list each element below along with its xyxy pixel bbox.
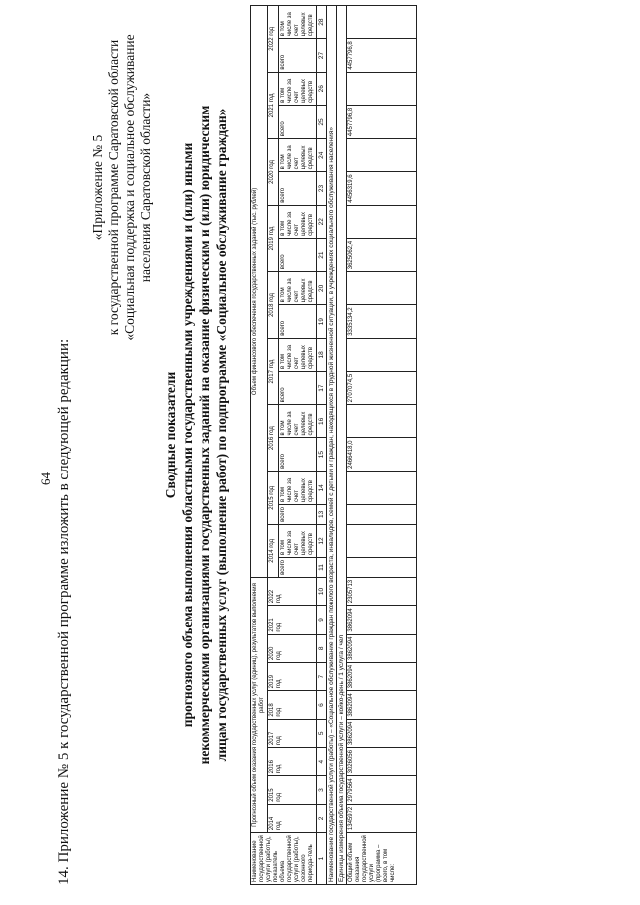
volume-cell: 3862094 [347, 606, 417, 634]
appendix-heading [90, 15, 154, 360]
column-number: 14 [317, 471, 327, 504]
finance-cell [347, 272, 417, 305]
column-number: 5 [317, 719, 327, 747]
page-number: 64 [38, 472, 53, 485]
column-number: 8 [317, 634, 327, 662]
subheader-target-funds: в том числе за счет целевых средств [279, 272, 317, 305]
finance-year-header: 2019 год [268, 205, 279, 272]
finance-cell: 4456319,6 [347, 172, 417, 205]
finance-cell [347, 338, 417, 371]
column-number: 2 [317, 804, 327, 832]
column-number: 1 [317, 833, 327, 885]
finance-cell [347, 205, 417, 238]
volume-cell: 3862094 [347, 634, 417, 662]
column-number: 15 [317, 438, 327, 471]
volume-cell: 2979564 [347, 776, 417, 804]
finance-year-header: 2017 год [268, 338, 279, 405]
finance-cell: 4457796,8 [347, 105, 417, 138]
column-number: 10 [317, 577, 327, 605]
column-number: 3 [317, 776, 327, 804]
finance-year-header: 2018 год [268, 272, 279, 339]
finance-year-header: 2020 год [268, 139, 279, 206]
column-number: 7 [317, 662, 327, 690]
column-number: 12 [317, 524, 327, 557]
subheader-total: всего [279, 505, 317, 525]
service-name-row: Наименование государственной услуги (работы) – «Социальное обслуживание граждан пожилого возраста, инвалидов, семей с детьми и граждан, находящихся в трудной жизненной ситуации, в учреждениях социального обслуживания населения» [327, 6, 337, 885]
volume-cell: 3026056 [347, 748, 417, 776]
column-number: 24 [317, 139, 327, 172]
subheader-target-funds: в том числе за счет целевых средств [279, 405, 317, 438]
subheader-target-funds: в том числе за счет целевых средств [279, 6, 317, 39]
header-volume: Прогнозный объем оказания государственных услуг (единиц), результатов выполнения работ [251, 577, 268, 832]
title-line-2: прогнозного объема выполнения областными государственными учреждениями и (или) иными [180, 142, 195, 728]
subheader-total: всего [279, 238, 317, 271]
column-numbers-row [317, 6, 327, 885]
subheader-total: всего [279, 438, 317, 471]
indicators-table [250, 5, 417, 885]
column-number: 28 [317, 6, 327, 39]
column-number: 19 [317, 305, 327, 338]
title-line-4: лицам государственных услуг (выполнение работ) по подпрограмме «Социальное обслуживание граждан» [214, 108, 229, 762]
table-row [347, 6, 417, 885]
finance-cell [347, 558, 417, 578]
header-finance: Объем финансового обеспечения государственных заданий (тыс. рублей) [251, 6, 268, 578]
column-number: 13 [317, 505, 327, 525]
volume-year-header: 2019 год [268, 662, 317, 690]
data-row-label: Общий объем оказания государственной услуги (программа – всего, в том числе: [347, 833, 417, 885]
column-number: 16 [317, 405, 327, 438]
column-number: 18 [317, 338, 327, 371]
volume-cell: 3862094 [347, 719, 417, 747]
subheader-target-funds: в том числе за счет целевых средств [279, 205, 317, 238]
appendix-line-2: к государственной программе Саратовской области [106, 39, 121, 336]
finance-cell [347, 471, 417, 504]
volume-cell: 3862094 [347, 662, 417, 690]
volume-year-header: 2021 год [268, 606, 317, 634]
finance-cell: 2466418,0 [347, 438, 417, 471]
finance-cell: 3625062,4 [347, 238, 417, 271]
title-line-3: некоммерческими организациями государственных заданий на оказание физическим и (или) юридическим [197, 105, 212, 765]
subheader-target-funds: в том числе за счет целевых средств [279, 139, 317, 172]
header-service-name: Наименование государственной услуги (работы), показатель объема государственной услуги (работы), сезонного периода-тель [251, 833, 317, 885]
finance-year-header: 2016 год [268, 405, 279, 472]
intro-text: 14. Приложение № 5 к государственной программе изложить в следующей редакции: [56, 338, 72, 885]
volume-year-header: 2015 год [268, 776, 317, 804]
subheader-total: всего [279, 305, 317, 338]
volume-year-header: 2014 год [268, 804, 317, 832]
column-number: 17 [317, 371, 327, 404]
finance-year-header: 2015 год [268, 471, 279, 524]
document-title [162, 5, 230, 865]
unit-row: Единицы измерения объема государственной услуги – койко-день / 1 услуга / чел [337, 6, 347, 885]
volume-cell: 2305713 [347, 577, 417, 605]
finance-cell [347, 139, 417, 172]
finance-year-header: 2014 год [268, 524, 279, 577]
column-number: 4 [317, 748, 327, 776]
volume-year-header: 2020 год [268, 634, 317, 662]
subheader-total: всего [279, 39, 317, 72]
title-line-1: Сводные показатели [163, 371, 178, 499]
finance-cell: 3335134,2 [347, 305, 417, 338]
finance-cell [347, 505, 417, 525]
volume-cell: 1345972 [347, 804, 417, 832]
subheader-total: всего [279, 371, 317, 404]
appendix-line-1: «Приложение № 5 [90, 134, 105, 241]
volume-year-header: 2022 год [268, 577, 317, 605]
finance-cell [347, 405, 417, 438]
finance-year-header: 2022 год [268, 6, 279, 73]
finance-cell [347, 524, 417, 557]
subheader-total: всего [279, 172, 317, 205]
volume-year-header: 2016 год [268, 748, 317, 776]
finance-year-header: 2021 год [268, 72, 279, 139]
column-number: 9 [317, 606, 327, 634]
finance-cell [347, 72, 417, 105]
volume-year-header: 2017 год [268, 719, 317, 747]
volume-cell: 3862094 [347, 691, 417, 719]
column-number: 11 [317, 558, 327, 578]
subheader-target-funds: в том числе за счет целевых средств [279, 471, 317, 504]
column-number: 23 [317, 172, 327, 205]
column-number: 6 [317, 691, 327, 719]
finance-cell [347, 6, 417, 39]
column-number: 22 [317, 205, 327, 238]
volume-year-header: 2018 год [268, 691, 317, 719]
appendix-line-3: «Социальная поддержка и социальное обслуживание [122, 34, 137, 341]
column-number: 27 [317, 39, 327, 72]
subheader-target-funds: в том числе за счет целевых средств [279, 524, 317, 557]
subheader-total: всего [279, 105, 317, 138]
subheader-target-funds: в том числе за счет целевых средств [279, 72, 317, 105]
column-number: 25 [317, 105, 327, 138]
column-number: 20 [317, 272, 327, 305]
years-row [268, 6, 279, 885]
column-number: 26 [317, 72, 327, 105]
column-number: 21 [317, 238, 327, 271]
appendix-line-4: населения Саратовской области» [138, 92, 153, 283]
subheader-total: всего [279, 558, 317, 578]
finance-cell: 4457796,8 [347, 39, 417, 72]
subheader-target-funds: в том числе за счет целевых средств [279, 338, 317, 371]
finance-cell: 2707074,5 [347, 371, 417, 404]
